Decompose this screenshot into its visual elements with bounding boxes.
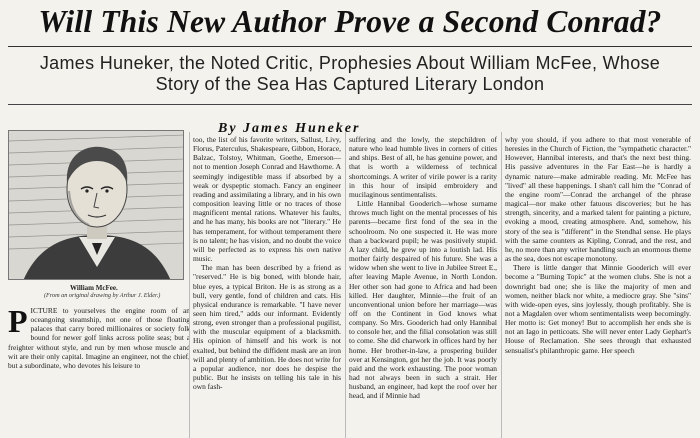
column-divider: [501, 132, 502, 438]
paragraph: too, the list of his favorite writers, Sallust, Livy, Florus, Paterculus, Shakespeare, Gibbon, Horace, Balzac, Tolstoy, Whitman, Goethe, Emerson—not to mention Joseph Conrad and Hawthorne. A seemingly indigestible mass if absorbed by a weak or dyspeptic stomach. Fancy an engineer reading and assimilating a library, and in his own composition leaving little or no traces of those magnificent mental rations. Whatever his faults, and he has many, his books are not "literary." He has temperament, for without temperament there is no talent; he has vision, and no doubt the voice will be perfected as to express his own native music.: [193, 135, 341, 264]
top-rule: [8, 46, 692, 47]
paragraph: Little Hannibal Gooderich—whose surname throws much light on the mental processes of his parents—became first fond of the sea in the schoolroom. No one suspected it. He was more than a backward pupil; he was positively stupid. A lazy child, he grew up into a loutish lad. His mother fairly despaired of his future. She was a widow when she went to live in Jubilee Street E., after leaving Maple Avenue, in North London. Her other son had gone to Africa and had been killed. Her daughter, Minnie—the fruit of an unconventional union before her marriage—was off on the Continent in God knows what company. So Mrs. Gooderich had only Hannibal to console her, and the filial consolation was still to come. She did charwork in offices hard by her home. Her brother-in-law, a prospering builder over at Kensington, got her the job. It was poorly paid and the work exhausting. The poor woman had not always been in such a strait. Her husband, an engineer, had kept the roof over her head, and if Minnie had: [349, 199, 497, 401]
byline: By James Huneker: [218, 121, 361, 136]
headline: Will This New Author Prove a Second Conrad?: [38, 4, 662, 39]
paragraph: suffering and the lowly, the stepchildren of nature who lead humble lives in corners of cities and ships. Best of all, he has genuine power, and that is worth a wilderness of technical shortcomings. A writer of virile power is a rarity in this hour of insipid embroidery and mucilaginous sentimentalists.: [349, 135, 497, 199]
article-column-1: [8, 306, 190, 438]
paragraph: There is little danger that Minnie Gooderich will ever become a "Burning Topic" at the women clubs. She is not a downright bad one; she is like the majority of men and women, neither black nor white, a mediocre gray. She "sins" with wide-open eyes, sins joylessly, though profitably. She is not a Magdalen over whom sentimentalists weep becomingly. Her motto is: Get money! But to accomplish her ends she is not an Iago in petticoats. She will never enter Lady Gephart's House of Reclamation. She sees through that exhausted sensualist's philanthropic game. Her speech: [505, 263, 691, 355]
article-column-4: [505, 135, 691, 438]
drop-cap: P: [8, 306, 28, 339]
paragraph: why you should, if you adhere to that most venerable of heresies in the Church of Fiction, the "sympathetic character." However, Hannibal interests, and that's the next best thing. His passive adventures in the Far East—he is hardly a dynamic nature—make admirable reading. Mr. McFee has "lived" all these happenings. I shan't call him the "Conrad of the engine room"—Conrad the archangel of the phrase magical—nor make other fatuous discoveries; but he has strength, sincerity, and a marked talent for painting a picture, evoking a mood, creating atmosphere. And, somehow, his story of the sea is "different" in the Stendhal sense. He plays with the same counters as Kipling, Conrad, and the rest, and he, no more than any writer handling such an enormous theme as the sea, does not escape monotony.: [505, 135, 691, 264]
portrait-caption-name: William McFee.: [70, 284, 118, 292]
column-divider: [189, 132, 190, 438]
subheadline: James Huneker, the Noted Critic, Prophesies About William McFee, Whose Story of the Sea Has Captured Literary London: [39, 53, 661, 94]
portrait-caption-credit: (From an original drawing by Arthur J. Elder.): [44, 292, 161, 299]
section-rule: [8, 104, 692, 105]
column-1-text: ICTURE to yourselves the engine room of an oceangoing steamship, not one of those floating palaces that carry bored millionaires or society folk bound for newer golf links across polite seas; but a freighter without style, and run by men whose muscle and wit are their only capital. Imagine an engineer, not the chief, but a subordinate, who devotes his leisure to: [8, 306, 190, 370]
column-divider: [345, 132, 346, 438]
paragraph: The man has been described by a friend as "reserved." He is big boned, with blonde hair, blue eyes, a typical Briton. He is as strong as a bull, very gentle, fond of children and cats. His physical endurance is remarkable. "I have never seen him tired," adds our informant. Evidently strong, even stronger than a professional pugilist, with the muscular equipment of a blacksmith. His opinion of himself and his work is not exalted, but behind the diffident mask are an iron will and plenty of ambition. He does not write for a popular audience, nor does he despise the public. But he insists on telling his tale in his own fash-: [193, 263, 341, 392]
author-portrait-drawing: [8, 130, 184, 280]
portrait-illustration: [9, 131, 184, 280]
article-column-3: [349, 135, 497, 438]
article-column-2: [193, 135, 341, 438]
